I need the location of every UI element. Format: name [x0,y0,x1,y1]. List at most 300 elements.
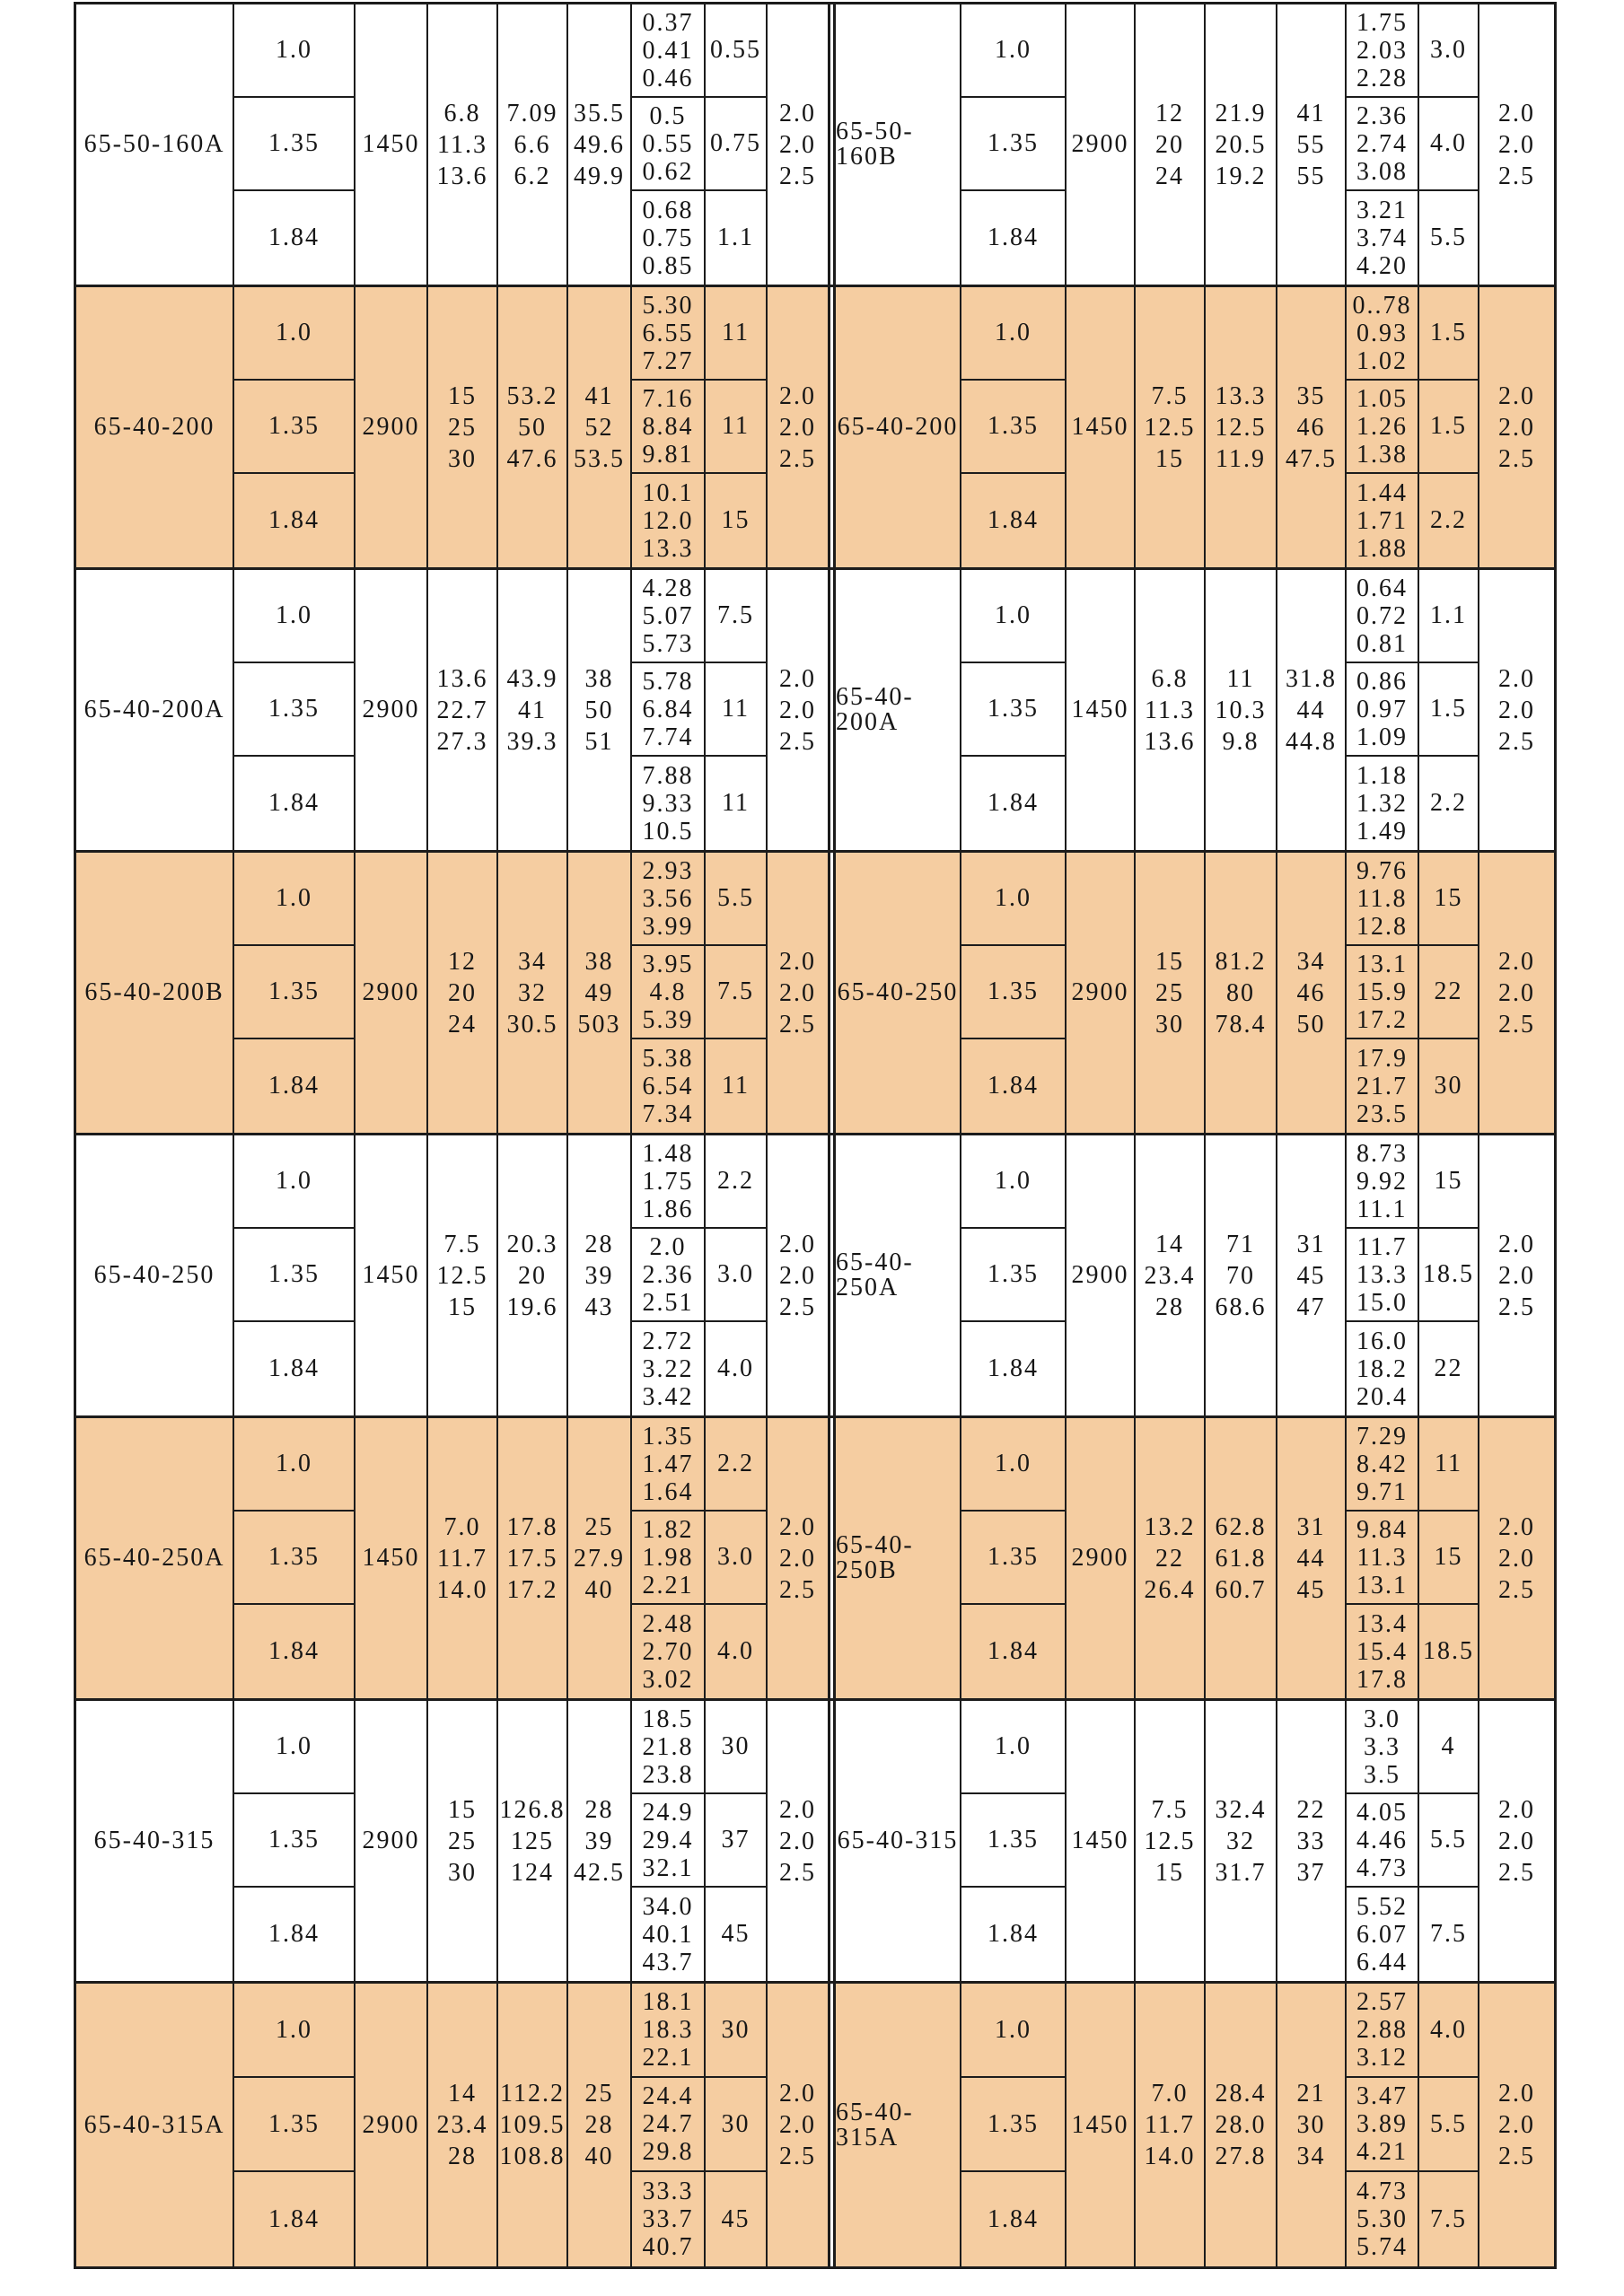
flow-cell [428,1984,498,2266]
power-value: 17.2 [1356,1005,1408,1034]
shaft-power-cell [632,1888,706,1981]
shaft-power-cell [632,381,706,474]
row-half-right [836,1984,1554,2266]
power-value: 4.73 [1356,2178,1408,2205]
head-value: 30.5 [506,1010,558,1038]
power-value: 4.21 [1356,2138,1408,2166]
pressure-value: 2.0 [1498,1827,1535,1855]
flow-value: 24 [1155,162,1184,190]
pressure-value: 2.5 [1498,1575,1535,1604]
head-value: 20 [518,1261,547,1290]
power-value: 3.89 [1356,2110,1408,2138]
efficiency-value: 45 [1296,1261,1326,1290]
head-cell [1206,4,1277,285]
pressure-value: 2.5 [1498,727,1535,756]
motor-power-cell: 30 [706,2078,768,2172]
model-cell: 65-40-250 [836,853,961,1133]
efficiency-value: 55 [1296,162,1326,190]
efficiency-value: 41 [1296,99,1326,127]
power-value: 21.7 [1356,1072,1408,1100]
flow-value: 12.5 [436,1261,488,1290]
power-value: 5.30 [642,291,694,320]
pressure-value: 2.5 [779,1010,816,1038]
flow-value: 13.6 [436,664,488,693]
efficiency-value: 55 [1296,130,1326,159]
pressure-value: 2.5 [1498,444,1535,473]
shaft-power-cell [632,1322,706,1415]
head-cell [498,1418,568,1698]
power-value: 1.82 [642,1515,694,1544]
pressure-value: 2.5 [779,2143,816,2170]
impeller-trim-cell: 1.35 [234,98,356,191]
flow-cell [1136,853,1206,1133]
power-value: 3.22 [642,1354,694,1383]
motor-power-cell: 4.0 [706,1605,768,1698]
power-value: 2.36 [1356,101,1408,130]
row-half-right [836,4,1554,285]
pressure-value: 2.0 [779,664,816,693]
power-value: 8.73 [1356,1139,1408,1168]
power-value: 40.1 [642,1920,694,1949]
model-cell: 65-40-315A [76,1984,234,2266]
shaft-power-cell [1347,1418,1419,1512]
shaft-power-cell [632,474,706,567]
flow-value: 22.7 [436,696,488,724]
efficiency-value: 503 [577,1010,621,1038]
flow-value: 30 [1155,1010,1184,1038]
efficiency-value: 35 [1296,381,1326,410]
motor-power-cell: 2.2 [706,1135,768,1229]
efficiency-value: 41 [584,381,614,410]
flow-cell [1136,1984,1206,2266]
flow-value: 14 [1155,1230,1184,1258]
row-half-left [76,853,828,1133]
flow-value: 12 [1155,99,1184,127]
motor-power-cell: 7.5 [706,946,768,1039]
double-line-divider [828,853,836,1133]
efficiency-value: 47.5 [1286,444,1337,473]
efficiency-value: 28 [584,1230,614,1258]
head-cell [1206,1418,1277,1698]
power-value: 5.30 [1356,2205,1408,2233]
power-value: 2.74 [1356,129,1408,158]
motor-power-cell: 18.5 [1419,1229,1479,1322]
impeller-trim-cell: 1.0 [961,1984,1067,2078]
flow-value: 25 [448,1827,477,1855]
power-value: 2.28 [1356,64,1408,92]
power-value: 3.02 [642,1665,694,1694]
power-value: 1.09 [1356,723,1408,751]
table-row [76,1984,1554,2266]
efficiency-value: 44.8 [1286,727,1337,756]
power-value: 1.26 [1356,412,1408,441]
power-value: 23.5 [1356,1100,1408,1128]
shaft-power-cell [632,853,706,946]
power-value: 20.4 [1356,1382,1408,1411]
head-value: 60.7 [1215,1575,1267,1604]
flow-value: 24 [448,1010,477,1038]
power-value: 22.1 [642,2044,694,2072]
head-cell [1206,1701,1277,1981]
head-value: 81.2 [1215,947,1267,976]
motor-power-cell: 0.75 [706,98,768,191]
efficiency-value: 34 [1296,947,1326,976]
power-value: 33.7 [642,2205,694,2233]
model-cell: 65-40-250A [836,1135,961,1415]
head-cell [1206,570,1277,850]
motor-power-cell: 5.5 [1419,191,1479,285]
pressure-value: 2.5 [1498,1010,1535,1038]
shaft-power-cell [1347,757,1419,850]
flow-cell [428,287,498,567]
power-value: 11.8 [1356,884,1408,913]
power-value: 3.74 [1356,223,1408,252]
head-value: 62.8 [1215,1512,1267,1541]
pressure-value: 2.0 [779,130,816,159]
impeller-trim-cell: 1.0 [234,4,356,98]
power-value: 5.52 [1356,1892,1408,1921]
impeller-trim-cell: 1.84 [234,1605,356,1698]
head-value: 34 [518,947,547,976]
head-value: 21.9 [1215,99,1267,127]
power-value: 4.46 [1356,1826,1408,1854]
flow-value: 7.0 [443,1512,481,1541]
flow-value: 13.2 [1144,1512,1196,1541]
impeller-trim-cell: 1.35 [234,1229,356,1322]
pressure-value: 2.0 [779,1544,816,1573]
flow-value: 15 [448,1795,477,1824]
double-line-divider [828,1701,836,1981]
speed-cell: 1450 [1067,287,1136,567]
power-value: 6.07 [1356,1920,1408,1949]
head-cell [1206,287,1277,567]
pressure-rating-cell [1479,4,1554,285]
power-value: 3.5 [1364,1760,1400,1789]
model-cell: 65-50-160A [76,4,234,285]
pressure-value: 2.5 [1498,162,1535,190]
efficiency-value: 31 [1296,1230,1326,1258]
model-cell: 65-40-250A [76,1418,234,1698]
efficiency-value: 31.8 [1286,664,1337,693]
row-half-left [76,287,828,567]
pressure-rating-cell [768,1701,828,1981]
head-value: 70 [1226,1261,1255,1290]
impeller-trim-cell: 1.0 [234,1135,356,1229]
flow-value: 12 [448,947,477,976]
flow-value: 20 [448,978,477,1007]
efficiency-value: 28 [584,1795,614,1824]
pressure-value: 2.0 [1498,1512,1535,1541]
impeller-trim-cell: 1.35 [234,1512,356,1605]
efficiency-value: 46 [1296,413,1326,442]
power-value: 1.44 [1356,478,1408,507]
efficiency-value: 39 [584,1261,614,1290]
table-row [76,4,1554,287]
efficiency-value: 34 [1296,2143,1326,2170]
model-cell: 65-40-250B [836,1418,961,1698]
pressure-rating-cell [768,1135,828,1415]
table-row [76,570,1554,853]
motor-power-cell: 15 [706,474,768,567]
flow-value: 23.4 [1144,1261,1196,1290]
shaft-power-cell [1347,1229,1419,1322]
efficiency-cell [1277,4,1347,285]
head-value: 50 [518,413,547,442]
motor-power-cell: 4 [1419,1701,1479,1794]
pressure-value: 2.5 [779,1858,816,1887]
impeller-trim-cell: 1.84 [234,757,356,850]
motor-power-cell: 4.0 [1419,1984,1479,2078]
impeller-trim-cell: 1.84 [961,191,1067,285]
shaft-power-cell [1347,98,1419,191]
flow-value: 11.3 [437,130,487,159]
flow-value: 23.4 [436,2111,488,2139]
model-cell: 65-40-315A [836,1984,961,2266]
speed-cell: 2900 [356,1984,428,2266]
efficiency-value: 44 [1296,696,1326,724]
efficiency-value: 44 [1296,1544,1326,1573]
head-value: 126.8 [499,1795,566,1824]
row-half-right [836,1418,1554,1698]
impeller-trim-cell: 1.35 [234,381,356,474]
pressure-value: 2.5 [779,1575,816,1604]
head-value: 6.2 [514,162,551,190]
model-cell: 65-40-250 [76,1135,234,1415]
power-value: 3.3 [1364,1732,1400,1761]
head-value: 43.9 [506,664,558,693]
head-value: 17.5 [506,1544,558,1573]
power-value: 10.1 [642,478,694,507]
pressure-rating-cell [1479,1984,1554,2266]
impeller-trim-cell: 1.84 [234,1888,356,1981]
flow-value: 25 [448,413,477,442]
efficiency-value: 49 [584,978,614,1007]
motor-power-cell: 11 [706,381,768,474]
power-value: 29.4 [642,1826,694,1854]
pressure-value: 2.0 [1498,2080,1535,2108]
flow-value: 12.5 [1144,413,1196,442]
row-half-right [836,570,1554,850]
efficiency-cell [568,570,632,850]
shaft-power-cell [1347,946,1419,1039]
shaft-power-cell [1347,1512,1419,1605]
power-value: 2.36 [642,1260,694,1289]
shaft-power-cell [1347,1984,1419,2078]
shaft-power-cell [632,1701,706,1794]
pressure-value: 2.5 [1498,1858,1535,1887]
flow-cell [1136,287,1206,567]
power-value: 17.8 [1356,1665,1408,1694]
efficiency-cell [1277,1984,1347,2266]
power-value: 6.54 [642,1072,694,1100]
flow-cell [1136,1135,1206,1415]
power-value: 3.47 [1356,2082,1408,2110]
shaft-power-cell [1347,570,1419,663]
shaft-power-cell [1347,1888,1419,1981]
motor-power-cell: 1.1 [1419,570,1479,663]
power-value: 34.0 [642,1892,694,1921]
speed-cell: 1450 [1067,1701,1136,1981]
head-value: 71 [1226,1230,1255,1258]
shaft-power-cell [1347,2078,1419,2172]
impeller-trim-cell: 1.35 [234,946,356,1039]
power-value: 15.0 [1356,1288,1408,1317]
head-value: 68.6 [1215,1293,1267,1321]
head-value: 17.8 [506,1512,558,1541]
head-value: 11.9 [1216,444,1266,473]
pressure-rating-cell [1479,853,1554,1133]
flow-value: 14.0 [1144,2143,1196,2170]
double-line-divider [828,287,836,567]
motor-power-cell: 1.5 [1419,287,1479,381]
shaft-power-cell [1347,191,1419,285]
power-value: 0.41 [642,36,694,65]
efficiency-value: 35.5 [574,99,625,127]
pressure-value: 2.0 [1498,1795,1535,1824]
power-value: 7.29 [1356,1422,1408,1450]
pressure-value: 2.0 [779,1261,816,1290]
shaft-power-cell [1347,1039,1419,1133]
pressure-value: 2.0 [1498,130,1535,159]
efficiency-value: 38 [584,664,614,693]
efficiency-cell [1277,1135,1347,1415]
pressure-value: 2.0 [1498,696,1535,724]
power-value: 4.8 [649,977,687,1006]
row-half-right [836,1701,1554,1981]
head-value: 19.2 [1215,162,1267,190]
double-line-divider [828,570,836,850]
impeller-trim-cell: 1.0 [961,287,1067,381]
impeller-trim-cell: 1.84 [961,1039,1067,1133]
pressure-value: 2.0 [779,99,816,127]
power-value: 0.68 [642,196,694,224]
efficiency-value: 33 [1296,1827,1326,1855]
power-value: 13.1 [1356,1571,1408,1599]
power-value: 1.64 [642,1477,694,1506]
power-value: 17.9 [1356,1044,1408,1073]
efficiency-cell [1277,570,1347,850]
flow-value: 28 [1155,1293,1184,1321]
flow-value: 7.0 [1151,2080,1189,2108]
power-value: 0.37 [642,8,694,37]
power-value: 3.95 [642,950,694,978]
pressure-value: 2.0 [779,1512,816,1541]
shaft-power-cell [1347,853,1419,946]
impeller-trim-cell: 1.0 [234,1701,356,1794]
pressure-rating-cell [768,853,828,1133]
head-value: 47.6 [506,444,558,473]
efficiency-cell [1277,1701,1347,1981]
shaft-power-cell [632,757,706,850]
head-cell [498,570,568,850]
pressure-value: 2.0 [779,2111,816,2139]
power-value: 5.78 [642,667,694,696]
motor-power-cell: 30 [706,1701,768,1794]
flow-cell [1136,4,1206,285]
head-value: 125 [511,1827,554,1855]
power-value: 24.7 [642,2110,694,2138]
head-value: 41 [518,696,547,724]
power-value: 11.1 [1356,1195,1408,1223]
efficiency-value: 50 [584,696,614,724]
head-value: 13.3 [1215,381,1267,410]
impeller-trim-cell: 1.84 [234,191,356,285]
efficiency-cell [568,1984,632,2266]
flow-cell [1136,1418,1206,1698]
pressure-value: 2.0 [1498,978,1535,1007]
pressure-value: 2.5 [1498,1293,1535,1321]
efficiency-value: 27.9 [574,1544,625,1573]
table-row [76,1418,1554,1701]
power-value: 3.12 [1356,2044,1408,2072]
head-cell [498,1984,568,2266]
flow-value: 15 [1155,1858,1184,1887]
head-cell [1206,853,1277,1133]
power-value: 18.5 [642,1704,694,1733]
double-line-divider [828,1135,836,1415]
power-value: 18.1 [642,1988,694,2016]
head-value: 19.6 [506,1293,558,1321]
power-value: 1.32 [1356,789,1408,818]
power-value: 5.39 [642,1005,694,1034]
speed-cell: 2900 [356,570,428,850]
table-row [76,1135,1554,1418]
impeller-trim-cell: 1.0 [961,1135,1067,1229]
efficiency-cell [568,1701,632,1981]
impeller-trim-cell: 1.84 [961,1322,1067,1415]
impeller-trim-cell: 1.0 [961,4,1067,98]
efficiency-value: 46 [1296,978,1326,1007]
flow-cell [428,1135,498,1415]
model-cell: 65-40-315 [76,1701,234,1981]
shaft-power-cell [632,1418,706,1512]
pressure-value: 2.0 [779,696,816,724]
head-value: 31.7 [1215,1858,1267,1887]
power-value: 2.48 [642,1609,694,1638]
power-value: 18.2 [1356,1354,1408,1383]
shaft-power-cell [1347,1701,1419,1794]
head-value: 32 [518,978,547,1007]
power-value: 15.4 [1356,1637,1408,1666]
impeller-trim-cell: 1.84 [961,474,1067,567]
shaft-power-cell [632,1135,706,1229]
power-value: 24.9 [642,1798,694,1827]
power-value: 11.3 [1356,1543,1408,1572]
efficiency-cell [568,1418,632,1698]
flow-value: 25 [1155,978,1184,1007]
power-value: 12.0 [642,506,694,535]
flow-cell [428,853,498,1133]
power-value: 9.33 [642,789,694,818]
power-value: 7.88 [642,761,694,790]
motor-power-cell: 5.5 [706,853,768,946]
flow-cell [1136,1701,1206,1981]
motor-power-cell: 15 [1419,853,1479,946]
row-half-left [76,1135,828,1415]
pressure-value: 2.0 [1498,1261,1535,1290]
head-value: 20.5 [1215,130,1267,159]
pressure-rating-cell [768,1984,828,2266]
pressure-value: 2.0 [779,1827,816,1855]
head-value: 112.2 [500,2080,565,2108]
speed-cell: 2900 [1067,1135,1136,1415]
motor-power-cell: 3.0 [1419,4,1479,98]
efficiency-value: 25 [584,2080,614,2108]
power-value: 1.38 [1356,440,1408,469]
flow-value: 22 [1155,1544,1184,1573]
power-value: 8.84 [642,412,694,441]
head-value: 109.5 [499,2111,566,2139]
